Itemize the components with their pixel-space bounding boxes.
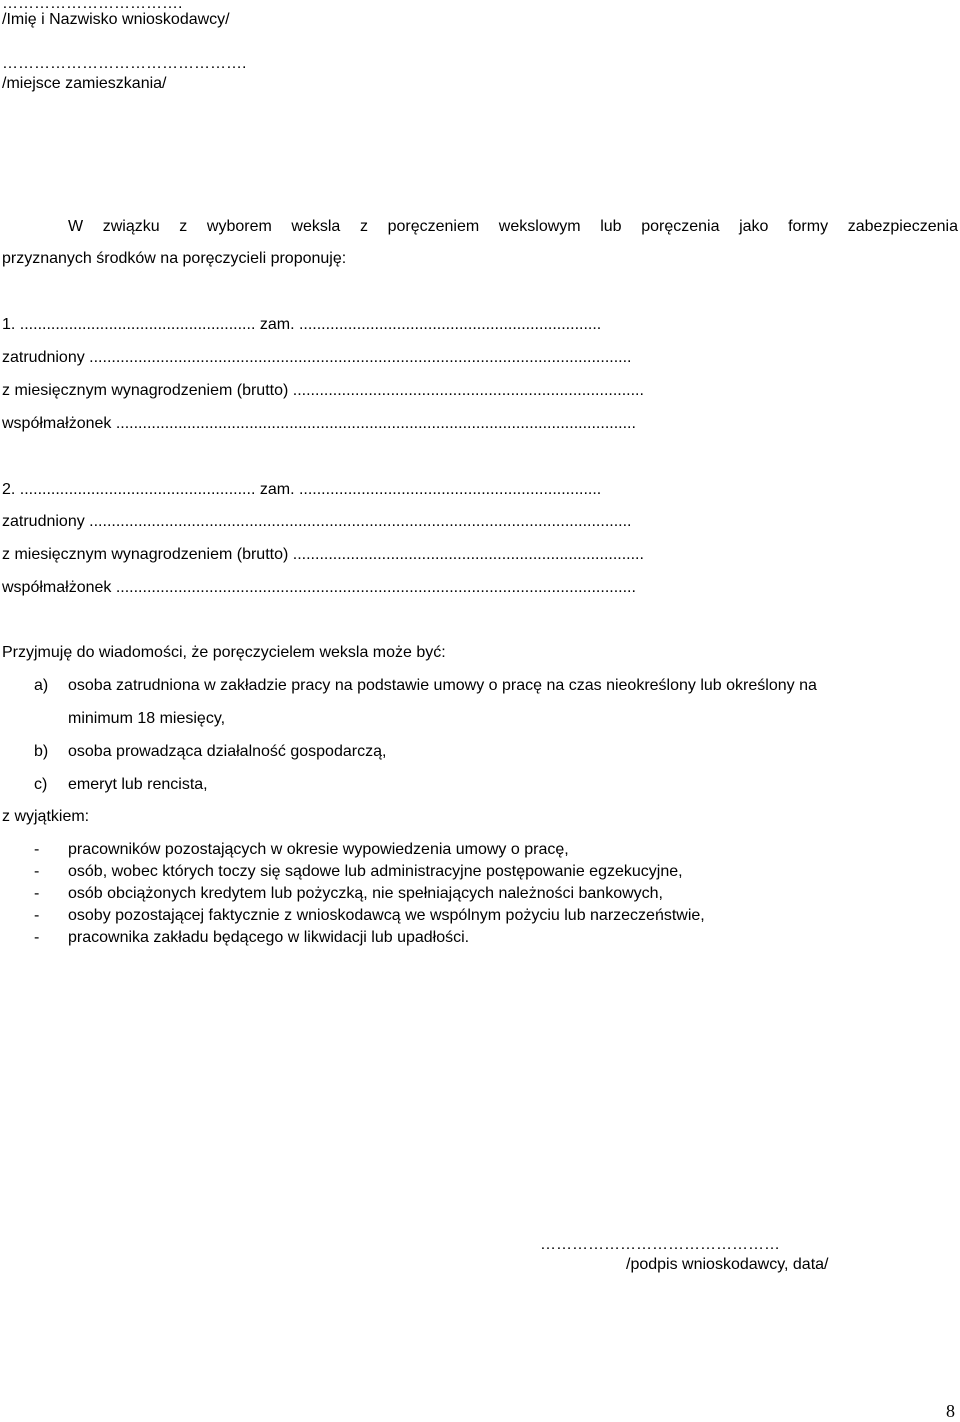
condition-c-marker: c) xyxy=(34,776,48,793)
applicant-name-label: /Imię i Nazwisko wnioskodawcy/ xyxy=(2,11,230,28)
guarantor-2-employer: zatrudniony .......................................................................................................................... xyxy=(2,513,632,530)
exception-4-text: osoby pozostającej faktycznie z wnioskodawcą we wspólnym pożyciu lub narzeczeństwie, xyxy=(68,907,705,924)
signature-label: /podpis wnioskodawcy, data/ xyxy=(626,1256,829,1273)
guarantor-1-spouse: współmałżonek ..................................................................................................................... xyxy=(2,415,636,432)
exception-4-marker: - xyxy=(34,907,40,924)
condition-a-marker: a) xyxy=(34,677,49,694)
intro-line-2: przyznanych środków na poręczycieli proponuję: xyxy=(2,250,347,267)
exception-3-marker: - xyxy=(34,885,40,902)
intro-line-1: W związku z wyborem weksla z poręczeniem wekslowym lub poręczenia jako formy zabezpieczenia xyxy=(68,218,958,235)
exception-1-text: pracowników pozostających w okresie wypowiedzenia umowy o pracę, xyxy=(68,841,569,858)
guarantor-2-name-address: 2. ..................................................... zam. .................................................................... xyxy=(2,481,602,498)
exception-3-text: osób obciążonych kredytem lub pożyczką, nie spełniających należności bankowych, xyxy=(68,885,663,902)
applicant-name-dots: ……………………………. xyxy=(2,0,183,12)
guarantor-1-employer: zatrudniony .......................................................................................................................... xyxy=(2,349,632,366)
exception-5-marker: - xyxy=(34,929,40,946)
guarantor-1-salary: z miesięcznym wynagrodzeniem (brutto) ............................................................................... xyxy=(2,382,644,399)
guarantor-2-spouse: współmałżonek ..................................................................................................................... xyxy=(2,579,636,596)
condition-a-line-1: osoba zatrudniona w zakładzie pracy na podstawie umowy o pracę na czas nieokreślony lub określony na xyxy=(68,677,817,694)
signature-dots: ……………………………………… xyxy=(540,1236,780,1253)
guarantor-1-name-address: 1. ..................................................... zam. .................................................................... xyxy=(2,316,602,333)
page-number: 8 xyxy=(946,1401,955,1421)
exception-5-text: pracownika zakładu będącego w likwidacji lub upadłości. xyxy=(68,929,470,946)
exception-2-marker: - xyxy=(34,863,40,880)
applicant-address-dots: ………………………………………. xyxy=(2,55,247,72)
exception-2-text: osób, wobec których toczy się sądowe lub administracyjne postępowanie egzekucyjne, xyxy=(68,863,683,880)
applicant-address-label: /miejsce zamieszkania/ xyxy=(2,75,167,92)
condition-c-text: emeryt lub rencista, xyxy=(68,776,208,793)
condition-b-marker: b) xyxy=(34,743,49,760)
guarantor-2-salary: z miesięcznym wynagrodzeniem (brutto) ............................................................................... xyxy=(2,546,644,563)
exceptions-label: z wyjątkiem: xyxy=(2,808,90,825)
condition-a-line-2: minimum 18 miesięcy, xyxy=(68,710,226,727)
condition-b-text: osoba prowadząca działalność gospodarczą, xyxy=(68,743,387,760)
exception-1-marker: - xyxy=(34,841,40,858)
conditions-intro: Przyjmuję do wiadomości, że poręczycielem weksla może być: xyxy=(2,644,446,661)
